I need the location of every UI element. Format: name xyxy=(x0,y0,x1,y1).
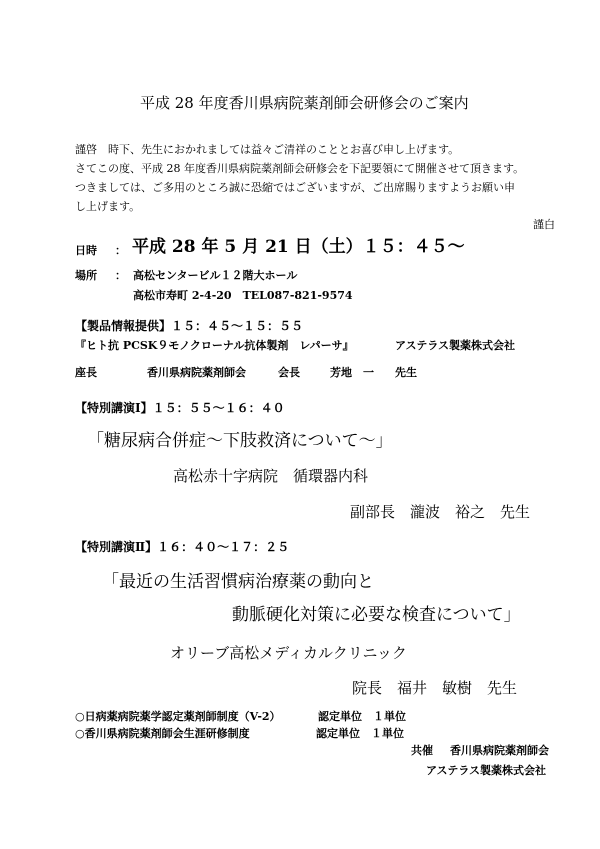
datetime-colon: ： xyxy=(115,244,126,257)
chair-name: 芳地 一 xyxy=(330,366,374,379)
chair-label: 座長 xyxy=(75,366,97,379)
credit-unit-1: 認定単位 １単位 xyxy=(318,710,406,723)
chair-role: 会長 xyxy=(278,366,300,379)
greeting-line-3: つきましては、ご多用のところ誠に恐縮ではございますが、ご出席賜りますようお願い申 xyxy=(75,181,515,194)
greeting-line-4: し上げます。 xyxy=(75,200,141,213)
page-title: 平成 28 年度香川県病院薬剤師会研修会のご案内 xyxy=(140,94,469,112)
venue-line-1: 高松センタービル１２階大ホール xyxy=(133,269,298,282)
lecture2-heading: 【特別講演Ⅱ】１６：４０～１７：２５ xyxy=(75,540,290,554)
venue-colon: ： xyxy=(115,269,126,282)
organizer-2: アステラス製薬株式会社 xyxy=(426,764,547,777)
organizers-label: 共催 xyxy=(411,744,433,757)
chair-org: 香川県病院薬剤師会 xyxy=(147,366,246,379)
product-company: アステラス製薬株式会社 xyxy=(395,339,516,352)
greeting-line-1: 謹啓 時下、先生におかれましては益々ご清祥のこととお喜び申し上げます。 xyxy=(75,143,460,156)
chair-honorific: 先生 xyxy=(395,366,417,379)
lecture2-speaker: 院長 福井 敏樹 先生 xyxy=(352,679,518,697)
datetime-label: 日時 xyxy=(75,244,97,257)
venue-line-2: 高松市寿町 2-4-20 TEL087-821-9574 xyxy=(133,289,353,302)
credit-text-1: ○日病薬病院薬学認定薬剤師制度（V-2） xyxy=(75,710,281,723)
credit-text-2: ○香川県病院薬剤師会生涯研修制度 xyxy=(75,727,250,740)
venue-label: 場所 xyxy=(75,269,97,282)
lecture1-speaker: 副部長 瀧波 裕之 先生 xyxy=(350,503,531,521)
lecture2-affiliation: オリーブ高松メディカルクリニック xyxy=(170,644,407,662)
credit-unit-2: 認定単位 １単位 xyxy=(316,727,404,740)
lecture1-heading: 【特別講演Ⅰ】１５：５５～１６：４０ xyxy=(75,401,285,415)
datetime-value: 平成 28 年 5 月 21 日（土）１５：４５～ xyxy=(132,237,465,257)
lecture2-title-line-2: 動脈硬化対策に必要な検査について」 xyxy=(232,605,521,625)
lecture1-title: 「糖尿病合併症～下肢救済について～」 xyxy=(87,431,393,451)
product-name: 『ヒト抗 PCSK９モノクローナル抗体製剤 レパーサ』 xyxy=(75,339,354,352)
lecture1-affiliation: 高松赤十字病院 循環器内科 xyxy=(173,467,369,485)
greeting-line-2: さてこの度、平成 28 年度香川県病院薬剤師会研修会を下記要領にて開催させて頂きます。 xyxy=(75,162,525,175)
greeting-closing: 謹白 xyxy=(533,218,555,231)
organizer-1: 香川県病院薬剤師会 xyxy=(450,744,549,757)
product-info-heading: 【製品情報提供】１５：４５～１５：５５ xyxy=(75,319,304,333)
lecture2-title-line-1: 「最近の生活習慣病治療薬の動向と xyxy=(102,572,374,592)
